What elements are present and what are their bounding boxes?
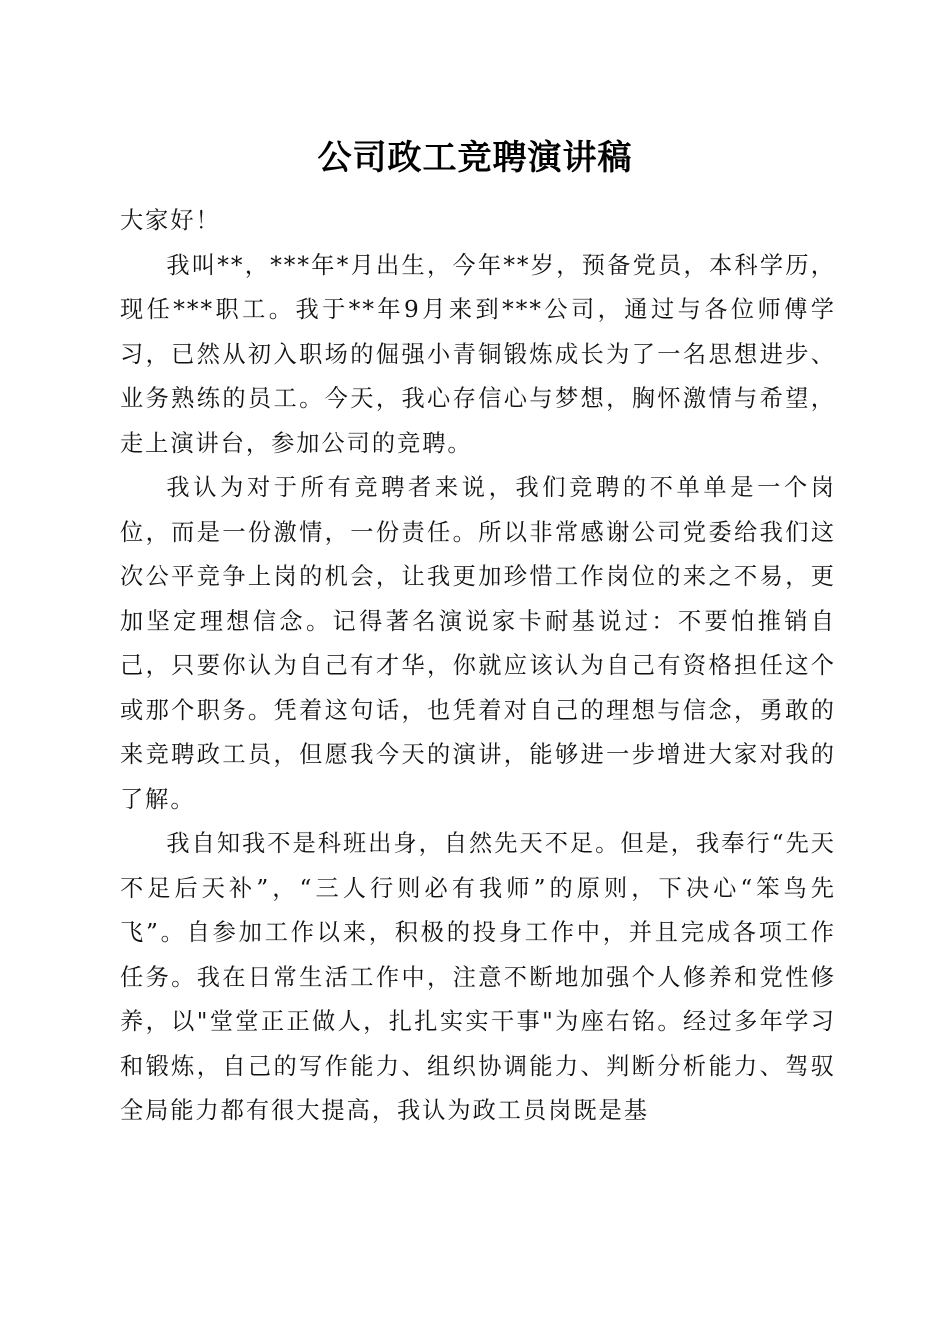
paragraph-introduction: 我叫**，***年*月出生，今年**岁，预备党员，本科学历，现任***职工。我于**年9月来到***公司，通过与各位师傅学习，已然从初入职场的倔强小青铜锻炼成长为了一名思想进步、业务熟练的员工。今天，我心存信心与梦想，胸怀激情与希望，走上演讲台，参加公司的竞聘。 [120, 251, 836, 457]
greeting: 大家好！ [120, 207, 221, 234]
document-body [120, 199, 836, 1134]
paragraph-motivation: 我认为对于所有竞聘者来说，我们竞聘的不单单是一个岗位，而是一份激情，一份责任。所以非常感谢公司党委给我们这次公平竞争上岗的机会，让我更加珍惜工作岗位的来之不易，更加坚定理想信念。记得著名演说家卡耐基说过：不要怕推销自己，只要你认为自己有才华，你就应该认为自己有资格担任这个或那个职务。凭着这句话，也凭着对自己的理想与信念，勇敢的来竞聘政工员，但愿我今天的演讲，能够进一步增进大家对我的了解。 [120, 474, 836, 813]
document-title: 公司政工竞聘演讲稿 [317, 138, 633, 178]
paragraph-self-assessment: 我自知我不是科班出身，自然先天不足。但是，我奉行“先天不足后天补”，“三人行则必有我师”的原则，下决心“笨鸟先飞”。自参加工作以来，积极的投身工作中，并且完成各项工作任务。我在日常生活工作中，注意不断地加强个人修养和党性修养，以"堂堂正正做人，扎扎实实干事"为座右铭。经过多年学习和锻炼，自己的写作能力、组织协调能力、判断分析能力、驾驭全局能力都有很大提高，我认为政工员岗既是基 [120, 830, 836, 1124]
